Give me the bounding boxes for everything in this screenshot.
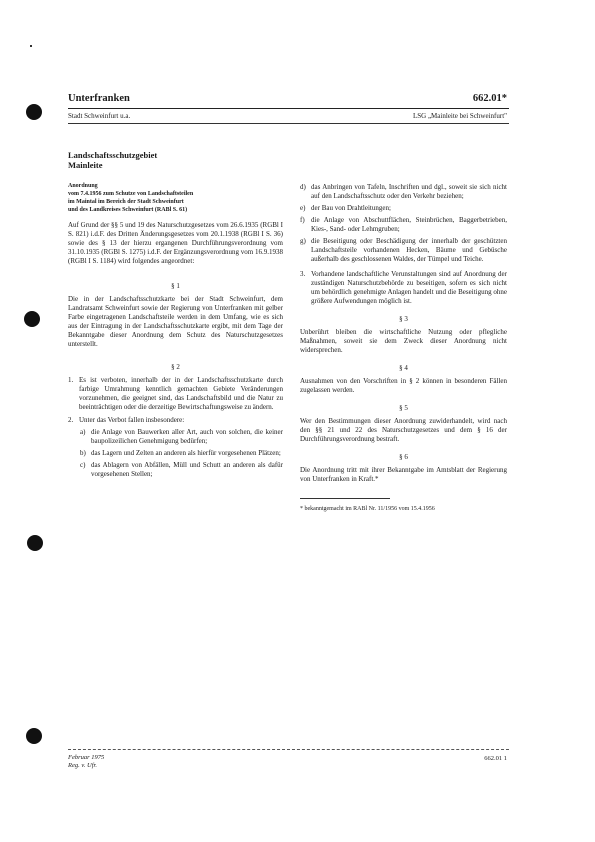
section-3-heading: § 3 bbox=[399, 315, 408, 323]
subheader-rule bbox=[68, 123, 509, 124]
section-1-heading: § 1 bbox=[171, 282, 180, 290]
header-short-title: LSG „Mainleite bei Schweinfurt" bbox=[412, 112, 507, 120]
header-code: 662.01* bbox=[472, 93, 507, 104]
sub-letter: c) bbox=[80, 461, 86, 469]
intro-block bbox=[68, 182, 283, 214]
title-line-1: Landschaftsschutzgebiet bbox=[68, 150, 158, 160]
punch-hole bbox=[27, 535, 43, 551]
item-text: Unter das Verbot fallen insbesondere: bbox=[79, 416, 185, 424]
footer-date: Februar 1975 bbox=[68, 754, 105, 761]
footnote: * bekanntgemacht im RABl Nr. 11/1956 vom 15.4.1956 bbox=[300, 506, 435, 512]
intro-line: und des Landkreises Schweinfurt (RABl S. 61) bbox=[68, 207, 188, 213]
intro-label: Anordnung bbox=[68, 183, 98, 189]
section-2-heading: § 2 bbox=[171, 363, 180, 371]
header-rule bbox=[68, 108, 509, 109]
sub-text: die Anlage von Abschuttflächen, Steinbrüchen, Baggerbetrieben, Kies-, Sand- oder Lehmgruben; bbox=[311, 216, 507, 233]
sub-letter: b) bbox=[80, 449, 86, 457]
sub-letter: e) bbox=[300, 204, 306, 212]
sub-text: das Lagern und Zelten an anderen als hierfür vorgesehenen Plätzen; bbox=[91, 449, 281, 457]
left-column bbox=[68, 150, 283, 479]
right-column bbox=[300, 180, 507, 514]
sub-letter: d) bbox=[300, 183, 306, 191]
item-text: Vorhandene landschaftliche Verunstaltungen sind auf Anordnung der zuständigen Naturschutzbehörde zu beseitigen, sofern es sich nicht um behördlich genehmigte Anlagen handelt und die Beseitigung ohne größere Aufwendungen möglich ist. bbox=[311, 270, 507, 305]
section-1-text: Die in der Landschaftsschutzkarte bei der Stadt Schweinfurt, dem Landratsamt Schweinfurt sowie der Regierung von Unterfranken mit gelber Farbe eingetragenen Landschaftsteile werden in dem Umfang, wie es sich aus der Eintragung in der Landschaftsschutzkarte ergibt, mit dem Tage der Bekanntgabe dieser Anordnung dem Schutz des Naturschutzgesetzes unterstellt. bbox=[68, 295, 283, 348]
section-2-sub-g bbox=[300, 237, 507, 264]
item-number: 2. bbox=[68, 416, 74, 424]
item-number: 3. bbox=[300, 270, 306, 278]
sub-text: die Beseitigung oder Beschädigung der innerhalb der geschützten Landschaftsteile vorhandenen Hecken, Bäume und Gebüsche außerhalb des geschlossenen Waldes, der Tümpel und Teiche. bbox=[311, 237, 507, 263]
item-number: 1. bbox=[68, 376, 74, 384]
section-6-heading: § 6 bbox=[399, 453, 408, 461]
section-2-sub-b bbox=[80, 449, 283, 458]
item-text: Es ist verboten, innerhalb der in der Landschaftsschutzkarte durch farbige Umrahmung kenntlich gemachten Gebiete Veränderungen vorzunehmen, die geeignet sind, das Landschaftsbild und die Natur zu beeinträchtigen oder die derzeitige Bewirtschaftungsweise zu ändern. bbox=[79, 376, 283, 411]
header-district: Stadt Schweinfurt u.a. bbox=[68, 112, 131, 120]
sub-text: der Bau von Drahtleitungen; bbox=[311, 204, 391, 212]
section-2-sub-c bbox=[80, 461, 283, 479]
punch-hole bbox=[26, 104, 42, 120]
footer-source: Reg. v. Ufr. bbox=[68, 762, 97, 769]
intro-line: vom 7.4.1956 zum Schutze von Landschaftsteilen bbox=[68, 191, 194, 197]
header-region: Unterfranken bbox=[68, 93, 130, 104]
section-2-item-3 bbox=[300, 270, 507, 306]
sub-text: die Anlage von Bauwerken aller Art, auch von solchen, die keiner baupolizeilichen Genehmigung bedürfen; bbox=[91, 428, 283, 445]
sub-letter: a) bbox=[80, 428, 86, 436]
footnote-rule bbox=[300, 498, 390, 499]
section-5-heading: § 5 bbox=[399, 404, 408, 412]
preamble-text: Auf Grund der §§ 5 und 19 des Naturschutzgesetzes vom 26.6.1935 (RGBl I S. 821) i.d.F. des Dritten Änderungsgesetzes vom 20.1.1938 (RGBl I S. 36) sowie des § 13 der hierzu ergangenen Durchführungsverordnung vom 31.10.1935 (RGBl S. 1275) i.d.F. der Ergänzungsverordnung vom 16.9.1938 (RGBl I S. 1184) wird folgendes angeordnet: bbox=[68, 221, 283, 265]
punch-hole bbox=[26, 728, 42, 744]
sub-letter: g) bbox=[300, 237, 306, 245]
section-2-sub-d bbox=[300, 183, 507, 201]
section-2-item-2 bbox=[68, 416, 283, 425]
title-line-2: Mainleite bbox=[68, 160, 103, 170]
intro-line: im Maintal im Bereich der Stadt Schweinfurt bbox=[68, 199, 184, 205]
sub-letter: f) bbox=[300, 216, 305, 224]
section-2-sub-e bbox=[300, 204, 507, 213]
section-4-text: Ausnahmen von den Vorschriften in § 2 können in besonderen Fällen zugelassen werden. bbox=[300, 377, 507, 394]
punch-hole bbox=[24, 311, 40, 327]
section-6-text: Die Anordnung tritt mit ihrer Bekanntgabe im Amtsblatt der Regierung von Unterfranken in Kraft.* bbox=[300, 466, 507, 483]
sub-text: das Anbringen von Tafeln, Inschriften und dgl., soweit sie sich nicht auf den Landschaftsschutz oder den Verkehr beziehen; bbox=[311, 183, 507, 200]
section-2-sub-f bbox=[300, 216, 507, 234]
footer-date-block bbox=[68, 754, 104, 770]
sub-text: das Ablagern von Abfällen, Müll und Schutt an anderen als dafür vorgesehenen Stellen; bbox=[91, 461, 283, 478]
section-2-sub-a bbox=[80, 428, 283, 446]
section-2-item-1 bbox=[68, 376, 283, 412]
section-4-heading: § 4 bbox=[399, 364, 408, 372]
document-title bbox=[68, 150, 283, 170]
footer-rule bbox=[68, 749, 509, 750]
scan-speck bbox=[30, 45, 32, 47]
section-3-text: Unberührt bleiben die wirtschaftliche Nutzung oder pflegliche Maßnahmen, soweit sie dem Zweck dieser Anordnung nicht widersprechen. bbox=[300, 328, 507, 354]
footer-page-number: 662.01 1 bbox=[484, 755, 507, 762]
section-5-text: Wer den Bestimmungen dieser Anordnung zuwiderhandelt, wird nach den §§ 21 und 22 des Naturschutzgesetzes und dem § 16 der Durchführungsverordnung bestraft. bbox=[300, 417, 507, 443]
